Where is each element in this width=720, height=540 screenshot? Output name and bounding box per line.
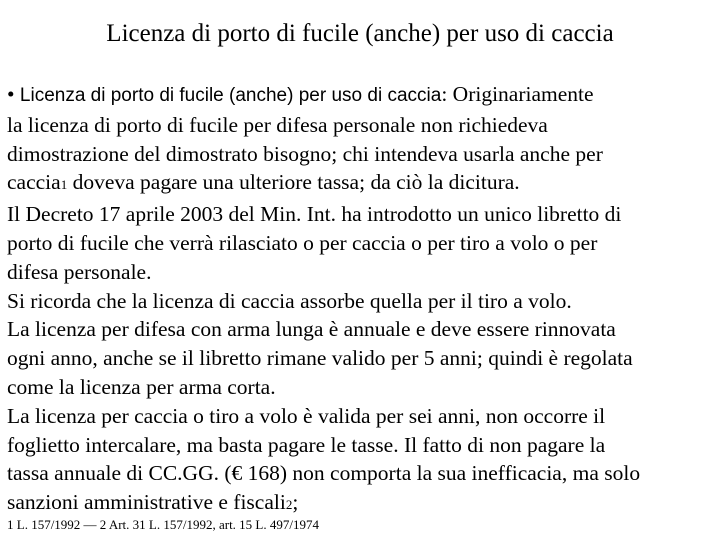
footnote-marker-2: 2 <box>285 497 293 513</box>
footnote-marker-1: 1 <box>60 177 68 193</box>
body-line-5: Il Decreto 17 aprile 2003 del Min. Int. ha introdotto un unico libretto di <box>7 202 622 227</box>
footnote: 1 L. 157/1992 — 2 Art. 31 L. 157/1992, art. 15 L. 497/1974 <box>7 517 319 532</box>
body-line-12: La licenza per caccia o tiro a volo è valida per sei anni, non occorre il <box>7 403 606 428</box>
body-line-14: tassa annuale di CC.GG. (€ 168) non comporta la sua inefficacia, ma solo <box>7 461 641 486</box>
body-line-3: dimostrazione del dimostrato bisogno; chi intendeva usarla anche per <box>7 141 603 166</box>
body-line-2: la licenza di porto di fucile per difesa personale non richiedeva <box>7 112 548 137</box>
body-text: ; <box>292 490 299 515</box>
slide-title: Licenza di porto di fucile (anche) per uso di caccia <box>106 20 614 47</box>
bullet-marker: • <box>7 82 15 106</box>
body-text: : Originariamente <box>441 82 594 106</box>
body-line-1 <box>7 80 719 111</box>
body-text: sanzioni amministrative e fiscali <box>7 490 286 515</box>
body-line-8: Si ricorda che la licenza di caccia assorbe quella per il tiro a volo. <box>7 288 572 313</box>
body-line-10: ogni anno, anche se il libretto rimane valido per 5 anni; quindi è regolata <box>7 346 633 371</box>
body-line-13: foglietto intercalare, ma basta pagare le tasse. Il fatto di non pagare la <box>7 432 606 457</box>
body-line-6: porto di fucile che verrà rilasciato o per caccia o per tiro a volo o per <box>7 230 598 255</box>
body-text: caccia <box>7 170 61 195</box>
body-line-11: come la licenza per arma corta. <box>7 374 276 399</box>
lead-term: Licenza di porto di fucile (anche) per uso di caccia <box>19 85 442 106</box>
body-line-4 <box>7 168 719 200</box>
body-line-9: La licenza per difesa con arma lunga è annuale e deve essere rinnovata <box>7 317 616 342</box>
body-text: doveva pagare una ulteriore tassa; da ciò la dicitura. <box>67 170 520 195</box>
body-line-7: difesa personale. <box>7 259 152 284</box>
slide-body <box>7 80 719 520</box>
